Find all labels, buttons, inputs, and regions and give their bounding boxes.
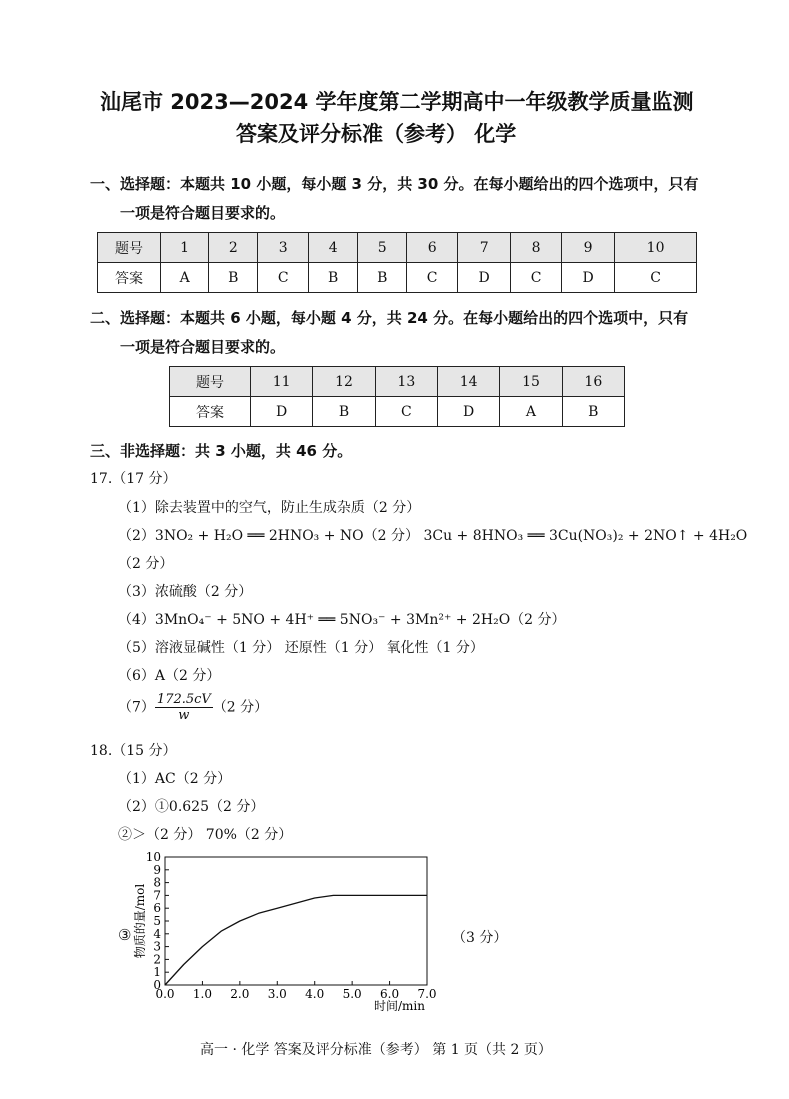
answer-label: 答案 <box>98 263 161 293</box>
answer-cell: C <box>258 263 309 293</box>
q17-part2-score: （2 分） <box>118 556 174 572</box>
answer-cell: D <box>251 397 313 427</box>
table-row <box>98 233 697 263</box>
q17-part6: （6）A（2 分） <box>118 668 221 684</box>
q17-part7-suffix: （2 分） <box>212 699 269 716</box>
q18-part3-marker: ③ <box>118 926 132 944</box>
table-header-label: 题号 <box>98 233 161 263</box>
question-number: 8 <box>511 233 562 263</box>
answer-cell: C <box>615 263 697 293</box>
q17-part7-fraction <box>155 692 213 723</box>
q18-header: 18.（15 分） <box>90 743 177 759</box>
plot-frame <box>165 857 427 985</box>
answer-cell: B <box>562 397 624 427</box>
x-tick-label: 4.0 <box>305 987 325 1001</box>
q17-part2: （2）3NO₂ + H₂O ══ 2HNO₃ + NO（2 分） 3Cu + 8HNO₃ ══ 3Cu(NO₃)₂ + 2NO↑ + 4H₂O <box>118 528 748 544</box>
x-tick-label: 0.0 <box>155 987 175 1001</box>
question-number: 2 <box>209 233 258 263</box>
answer-cell: C <box>407 263 458 293</box>
section1-answer-table <box>97 232 697 293</box>
answer-cell: B <box>313 397 375 427</box>
q18-part3-score: （3 分） <box>452 930 508 946</box>
answer-cell: C <box>511 263 562 293</box>
section1-intro: 一、选择题：本题共 10 小题，每小题 3 分，共 30 分。在每小题给出的四个选项中，只有 <box>90 175 699 193</box>
y-tick-label: 1 <box>153 965 161 980</box>
table-header-label: 题号 <box>170 367 251 397</box>
x-tick-label: 3.0 <box>267 987 287 1001</box>
answer-label: 答案 <box>170 397 251 427</box>
section1-intro-cont: 一项是符合题目要求的。 <box>120 204 286 222</box>
answer-cell: D <box>458 263 511 293</box>
section2-intro: 二、选择题：本题共 6 小题，每小题 4 分，共 24 分。在每小题给出的四个选项中，只有 <box>90 309 689 327</box>
fraction-denominator: w <box>178 708 190 723</box>
question-number: 10 <box>615 233 697 263</box>
y-tick-label: 8 <box>153 875 161 890</box>
page-title: 汕尾市 2023—2024 学年度第二学期高中一年级教学质量监测 <box>100 90 694 114</box>
q18-part1: （1）AC（2 分） <box>118 771 232 787</box>
answer-cell: B <box>358 263 407 293</box>
question-number: 9 <box>562 233 615 263</box>
x-tick-label: 1.0 <box>192 987 212 1001</box>
answer-cell: B <box>209 263 258 293</box>
x-tick-label: 6.0 <box>380 987 400 1001</box>
series-line <box>165 895 427 985</box>
y-tick-label: 2 <box>153 952 161 967</box>
q17-part3: （3）浓硫酸（2 分） <box>118 584 253 600</box>
answer-cell: A <box>161 263 209 293</box>
y-tick-label: 6 <box>153 901 161 916</box>
question-number: 14 <box>437 367 499 397</box>
x-tick-label: 5.0 <box>342 987 362 1001</box>
x-axis-label: 时间/min <box>374 999 425 1013</box>
answer-cell: A <box>500 397 562 427</box>
question-number: 3 <box>258 233 309 263</box>
x-tick-label: 2.0 <box>230 987 250 1001</box>
fraction-numerator: 172.5cV <box>156 692 211 707</box>
question-number: 12 <box>313 367 375 397</box>
y-tick-label: 0 <box>153 978 161 992</box>
question-number: 16 <box>562 367 624 397</box>
q17-part4: （4）3MnO₄⁻ + 5NO + 4H⁺ ══ 5NO₃⁻ + 3Mn²⁺ + 2H₂O（2 分） <box>118 612 566 628</box>
section3-intro: 三、非选择题：共 3 小题，共 46 分。 <box>90 442 353 460</box>
q18-part2b: ②＞（2 分） 70%（2 分） <box>118 827 293 843</box>
q17-part7 <box>118 692 268 723</box>
q17-part1: （1）除去装置中的空气，防止生成杂质（2 分） <box>118 500 421 516</box>
answer-cell: D <box>437 397 499 427</box>
question-number: 4 <box>309 233 358 263</box>
question-number: 11 <box>251 367 313 397</box>
answer-cell: D <box>562 263 615 293</box>
page-footer: 高一 · 化学 答案及评分标准（参考） 第 1 页（共 2 页） <box>200 1042 552 1058</box>
y-tick-label: 5 <box>153 914 161 928</box>
section2-answer-table <box>169 366 625 427</box>
q17-header: 17.（17 分） <box>90 471 177 487</box>
y-tick-label: 3 <box>153 939 161 954</box>
y-tick-label: 7 <box>153 888 161 903</box>
question-number: 15 <box>500 367 562 397</box>
y-tick-label: 4 <box>153 926 161 941</box>
table-row <box>170 367 625 397</box>
question-number: 7 <box>458 233 511 263</box>
amount-vs-time-chart <box>120 848 450 1020</box>
answer-cell: B <box>309 263 358 293</box>
y-tick-label: 10 <box>145 850 161 864</box>
table-row <box>170 397 625 427</box>
question-number: 6 <box>407 233 458 263</box>
question-number: 1 <box>161 233 209 263</box>
q18-part2: （2）①0.625（2 分） <box>118 799 265 815</box>
x-tick-label: 7.0 <box>417 987 437 1001</box>
page-subtitle: 答案及评分标准（参考） 化学 <box>236 122 517 146</box>
question-number: 13 <box>375 367 437 397</box>
q17-part7-prefix: （7） <box>118 699 155 716</box>
q17-part5: （5）溶液显碱性（1 分） 还原性（1 分） 氧化性（1 分） <box>118 640 484 656</box>
answer-cell: C <box>375 397 437 427</box>
question-number: 5 <box>358 233 407 263</box>
y-axis-label: 物质的量/mol <box>133 883 147 959</box>
y-tick-label: 9 <box>153 862 161 877</box>
section2-intro-cont: 一项是符合题目要求的。 <box>120 338 286 356</box>
table-row <box>98 263 697 293</box>
